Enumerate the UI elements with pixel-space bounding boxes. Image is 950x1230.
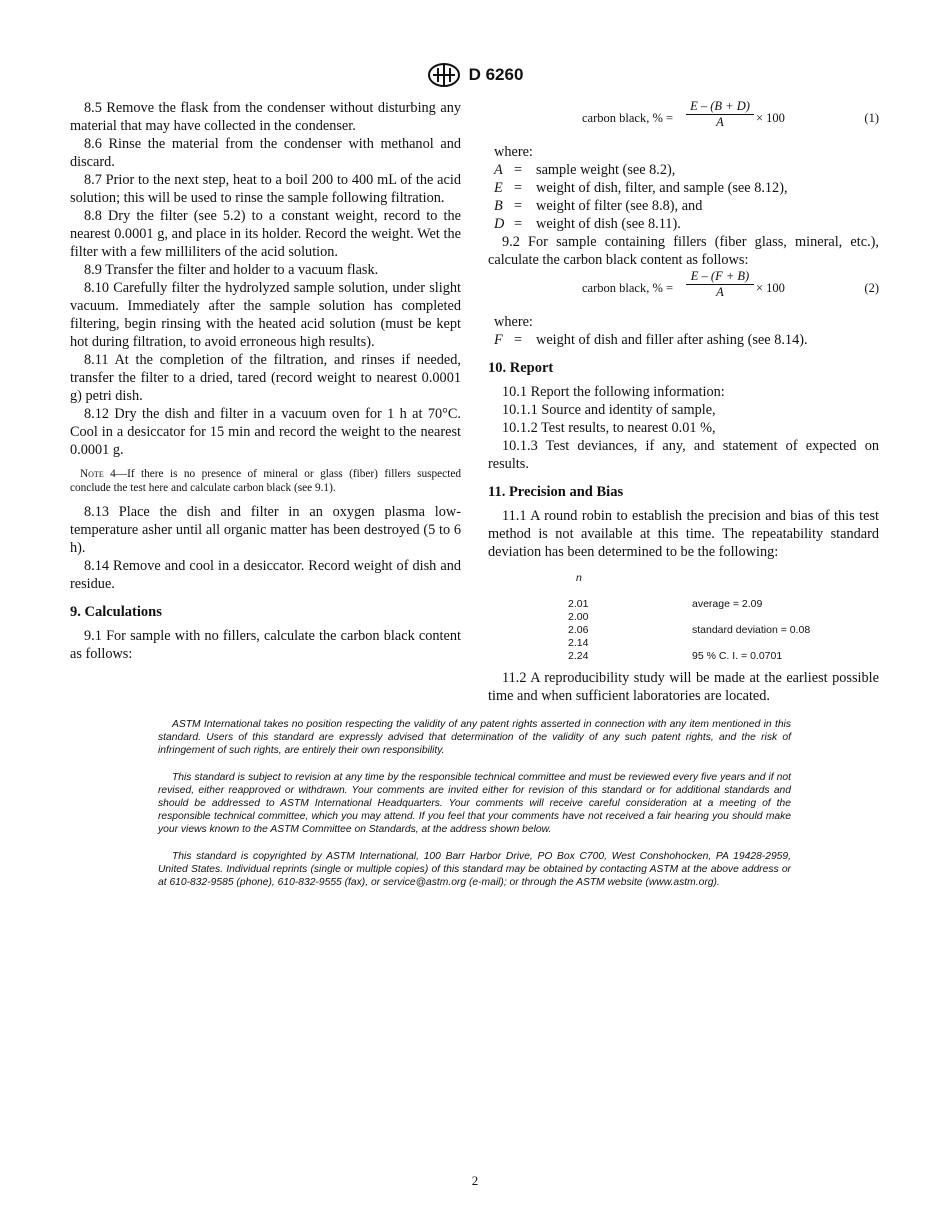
legal-footer bbox=[158, 718, 791, 903]
note-label: Note 4 bbox=[80, 468, 116, 480]
paragraph-9-1: 9.1 For sample with no fillers, calculate the carbon black content as follows: bbox=[70, 628, 461, 662]
section-heading-calculations: 9. Calculations bbox=[70, 604, 162, 620]
equation-denominator: A bbox=[716, 115, 724, 129]
right-column bbox=[488, 99, 879, 705]
equation-lhs: carbon black, % = bbox=[582, 111, 674, 125]
patent-notice: ASTM International takes no position respecting the validity of any patent rights asserted in connection with any item mentioned in this standard. Users of this standard are expressly advised that determination of the validity of any such patent rights, and the risk of infringement of such rights, are entirely their own responsibility. bbox=[158, 719, 791, 756]
where-label: where: bbox=[494, 144, 533, 160]
n-label: n bbox=[576, 572, 582, 584]
equation-1 bbox=[488, 99, 879, 135]
equation-multiplier: × 100 bbox=[756, 281, 785, 295]
variable-description: weight of dish and filler after ashing (see 8.14). bbox=[536, 332, 808, 348]
variable-list bbox=[494, 161, 879, 233]
paragraph-8-7: 8.7 Prior to the next step, heat to a boil 200 to 400 mL of the acid solution; this will be used to rinse the sample following filtration. bbox=[70, 172, 461, 206]
variable-description: weight of dish, filter, and sample (see 8.12), bbox=[536, 180, 788, 196]
variable-description: sample weight (see 8.2), bbox=[536, 162, 676, 178]
paragraph-9-2: 9.2 For sample containing fillers (fiber glass, mineral, etc.), calculate the carbon black content as follows: bbox=[488, 234, 879, 268]
paragraph-10-1: 10.1 Report the following information: bbox=[502, 384, 725, 400]
variable-row bbox=[494, 331, 879, 349]
equation-numerator: E – (B + D) bbox=[686, 99, 754, 115]
variable-equals: = bbox=[514, 216, 523, 232]
variable-equals: = bbox=[514, 332, 523, 348]
measurement-value: 2.14 bbox=[568, 637, 589, 649]
paragraph-10-1-3: 10.1.3 Test deviances, if any, and statement of expected on results. bbox=[488, 438, 879, 472]
variable-symbol: F bbox=[494, 332, 503, 348]
paragraph-8-8: 8.8 Dry the filter (see 5.2) to a constant weight, record to the nearest 0.0001 g, and place in its holder. Record the weight. Wet the filter with a few milliliters of the acid solution. bbox=[70, 208, 461, 260]
variable-equals: = bbox=[514, 180, 523, 196]
equation-fraction bbox=[686, 99, 754, 130]
variable-description: weight of filter (see 8.8), and bbox=[536, 198, 703, 214]
equation-multiplier: × 100 bbox=[756, 111, 785, 125]
equation-denominator: A bbox=[716, 285, 724, 299]
equation-lhs: carbon black, % = bbox=[582, 281, 674, 295]
copyright-notice: This standard is copyrighted by ASTM International, 100 Barr Harbor Drive, PO Box C700, West Conshohocken, PA 19428-2959, United States. Individual reprints (single or multiple copies) of this standard may be obtained by contacting ASTM at the above address or at 610-832-9585 (phone), 610-832-9555 (fax), or service@astm.org (e-mail); or through the ASTM website (www.astm.org). bbox=[158, 851, 791, 888]
paragraph-11-2: 11.2 A reproducibility study will be made at the earliest possible time and when sufficient laboratories are located. bbox=[488, 670, 879, 704]
variable-equals: = bbox=[514, 198, 523, 214]
document-id: D 6260 bbox=[468, 65, 524, 84]
paragraph-8-13: 8.13 Place the dish and filter in an oxygen plasma low-temperature asher until all organic matter has been destroyed (5 to 6 h). bbox=[70, 504, 461, 556]
paragraph-8-6: 8.6 Rinse the material from the condenser with methanol and discard. bbox=[70, 136, 461, 170]
section-heading-report: 10. Report bbox=[488, 360, 554, 376]
variable-description: weight of dish (see 8.11). bbox=[536, 216, 681, 232]
equation-number: (1) bbox=[864, 111, 879, 125]
note-4 bbox=[70, 467, 461, 495]
equation-fraction bbox=[686, 269, 754, 300]
left-column bbox=[70, 99, 461, 663]
measurement-value: 2.24 bbox=[568, 650, 589, 662]
paragraph-10-1-1: 10.1.1 Source and identity of sample, bbox=[502, 402, 716, 418]
page-header bbox=[0, 62, 950, 88]
where-label: where: bbox=[494, 314, 533, 330]
paragraph-8-11: 8.11 At the completion of the filtration, and rinses if needed, transfer the filter to a dried, tared (record weight to nearest 0.0001 g) petri dish. bbox=[70, 352, 461, 404]
variable-symbol: B bbox=[494, 198, 503, 214]
revision-notice: This standard is subject to revision at any time by the responsible technical committee and must be reviewed every five years and if not revised, either reapproved or withdrawn. Your comments are invited either for revision of this standard or for additional standards and should be addressed to ASTM International Headquarters. Your comments will receive careful consideration at a meeting of the responsible technical committee, which you may attend. If you feel that your comments have not received a fair hearing you should make your views known to the ASTM Committee on Standards, at the address shown below. bbox=[158, 772, 791, 835]
astm-logo-icon bbox=[427, 62, 461, 88]
paragraph-10-1-2: 10.1.2 Test results, to nearest 0.01 %, bbox=[502, 420, 716, 436]
variable-symbol: D bbox=[494, 216, 505, 232]
variable-row bbox=[494, 161, 879, 179]
variable-list bbox=[494, 331, 879, 349]
equation-number: (2) bbox=[864, 281, 879, 295]
note-text: —If there is no presence of mineral or glass (fiber) fillers suspected conclude the test here and calculate carbon black (see 9.1). bbox=[70, 468, 461, 494]
variable-row bbox=[494, 197, 879, 215]
equation-2 bbox=[488, 269, 879, 305]
measurement-value: 2.01 bbox=[568, 598, 589, 610]
paragraph-8-14: 8.14 Remove and cool in a desiccator. Record weight of dish and residue. bbox=[70, 558, 461, 592]
repeatability-table bbox=[488, 569, 879, 669]
ci-value: 95 % C. I. = 0.0701 bbox=[692, 650, 783, 662]
variable-equals: = bbox=[514, 162, 523, 178]
average-value: average = 2.09 bbox=[692, 598, 763, 610]
measurement-value: 2.06 bbox=[568, 624, 589, 636]
variable-row bbox=[494, 215, 879, 233]
paragraph-8-12: 8.12 Dry the dish and filter in a vacuum oven for 1 h at 70°C. Cool in a desiccator for 15 min and record the weight to the nearest 0.0001 g. bbox=[70, 406, 461, 458]
page-number: 2 bbox=[471, 1173, 479, 1188]
paragraph-11-1: 11.1 A round robin to establish the precision and bias of this test method is not available at this time. The repeatability standard deviation has been determined to be the following: bbox=[488, 508, 879, 560]
variable-symbol: E bbox=[494, 180, 503, 196]
measurement-value: 2.00 bbox=[568, 611, 589, 623]
variable-row bbox=[494, 179, 879, 197]
variable-symbol: A bbox=[494, 162, 503, 178]
paragraph-8-10: 8.10 Carefully filter the hydrolyzed sample solution, under slight vacuum. Immediately after the sample solution has completed filtering, begin rinsing with the heated acid solution (must be kept hot during filtration, to avoid erroneous high results). bbox=[70, 280, 461, 350]
equation-numerator: E – (F + B) bbox=[686, 269, 754, 285]
section-heading-precision: 11. Precision and Bias bbox=[488, 484, 624, 500]
paragraph-8-5: 8.5 Remove the flask from the condenser without disturbing any material that may have collected in the condenser. bbox=[70, 100, 461, 134]
paragraph-8-9: 8.9 Transfer the filter and holder to a vacuum flask. bbox=[84, 262, 379, 278]
std-dev-value: standard deviation = 0.08 bbox=[692, 624, 811, 636]
